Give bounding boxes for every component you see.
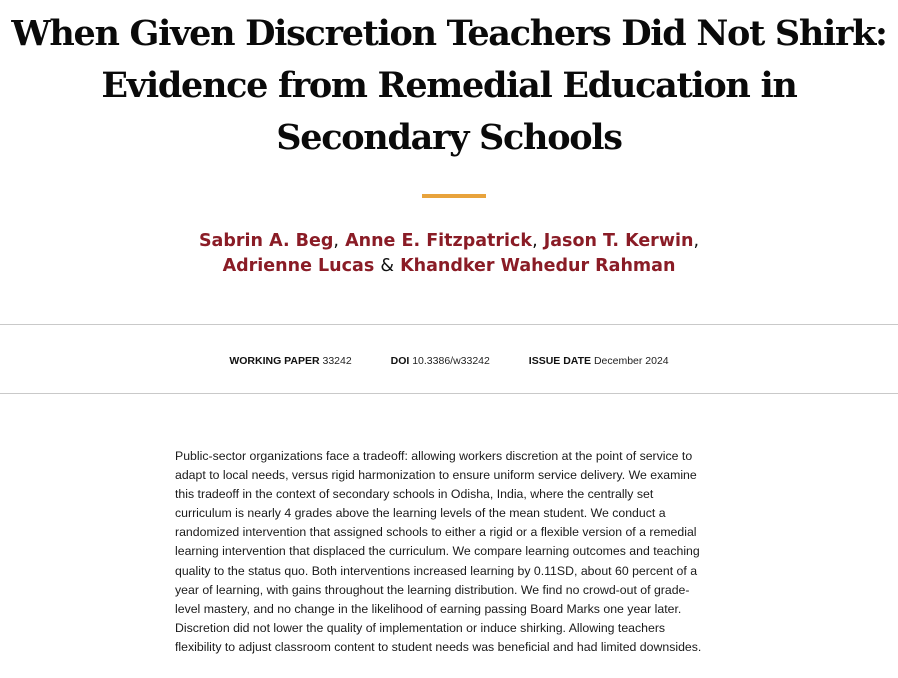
working-paper-number: [229, 354, 351, 368]
author-link-beg[interactable]: Sabrin A. Beg: [198, 231, 334, 251]
abstract-line: Public-sector organizations face a tradeoff: allowing workers discretion at the point of service to: [175, 449, 693, 463]
paper-metadata-row: [0, 354, 898, 368]
abstract-line: flexibility to adjust classroom content to student needs was beneficial and had limited downsides.: [175, 639, 702, 654]
doi-value[interactable]: 10.3386/w33242: [412, 355, 490, 367]
author-separator: ,: [693, 231, 700, 251]
working-paper-label: WORKING PAPER: [229, 355, 320, 367]
abstract-line: learning intervention that displaced the curriculum. We compare learning outcomes and teaching: [175, 544, 700, 559]
title-line: Secondary Schools: [276, 117, 622, 158]
abstract-line: adapt to local needs, versus rigid harmonization to ensure uniform service delivery. We examine: [175, 468, 697, 483]
author-separator: &: [380, 256, 394, 276]
abstract-line: year of learning, with gains throughout the learning distribution. We find no crowd-out of grade-: [175, 582, 690, 597]
abstract-line: curriculum is nearly 4 grades above the learning levels of the mean student. We conduct a: [175, 506, 666, 521]
abstract-line: quality to the status quo. Both interventions increased learning by 0.11SD, about 60 percent of a: [175, 563, 698, 578]
issue-date-label: ISSUE DATE: [528, 355, 592, 367]
abstract-line: randomized intervention that assigned schools to either a rigid or a flexible version of a remedial: [175, 525, 697, 540]
author-line: [0, 254, 898, 279]
author-line: [0, 229, 898, 254]
author-separator: ,: [532, 231, 538, 251]
author-link-lucas[interactable]: Adrienne Lucas: [222, 256, 375, 276]
author-list: [0, 229, 898, 279]
paper-title: [0, 8, 898, 164]
title-line: When Given Discretion Teachers Did Not Shirk:: [11, 13, 887, 54]
paper-metadata-band: [0, 324, 898, 394]
abstract-line: this tradeoff in the context of secondary schools in Odisha, India, where the centrally set: [175, 487, 654, 502]
doi: [391, 354, 490, 368]
working-paper-value: 33242: [322, 355, 352, 367]
title-line: Evidence from Remedial Education in: [101, 65, 797, 106]
author-link-fitzpatrick[interactable]: Anne E. Fitzpatrick: [345, 231, 533, 251]
title-accent-divider: [422, 194, 486, 198]
author-link-kerwin[interactable]: Jason T. Kerwin: [543, 231, 694, 251]
doi-label: DOI: [390, 355, 410, 367]
author-link-rahman[interactable]: Khandker Wahedur Rahman: [400, 256, 676, 276]
abstract-line: level mastery, and no change in the likelihood of earning passing Board Marks one year later.: [175, 601, 682, 616]
issue-date: [529, 354, 669, 368]
abstract: [175, 447, 735, 657]
author-separator: ,: [333, 231, 339, 251]
abstract-line: Discretion did not lower the quality of implementation or induce shirking. Allowing teachers: [175, 620, 666, 635]
issue-date-value: December 2024: [593, 355, 669, 367]
